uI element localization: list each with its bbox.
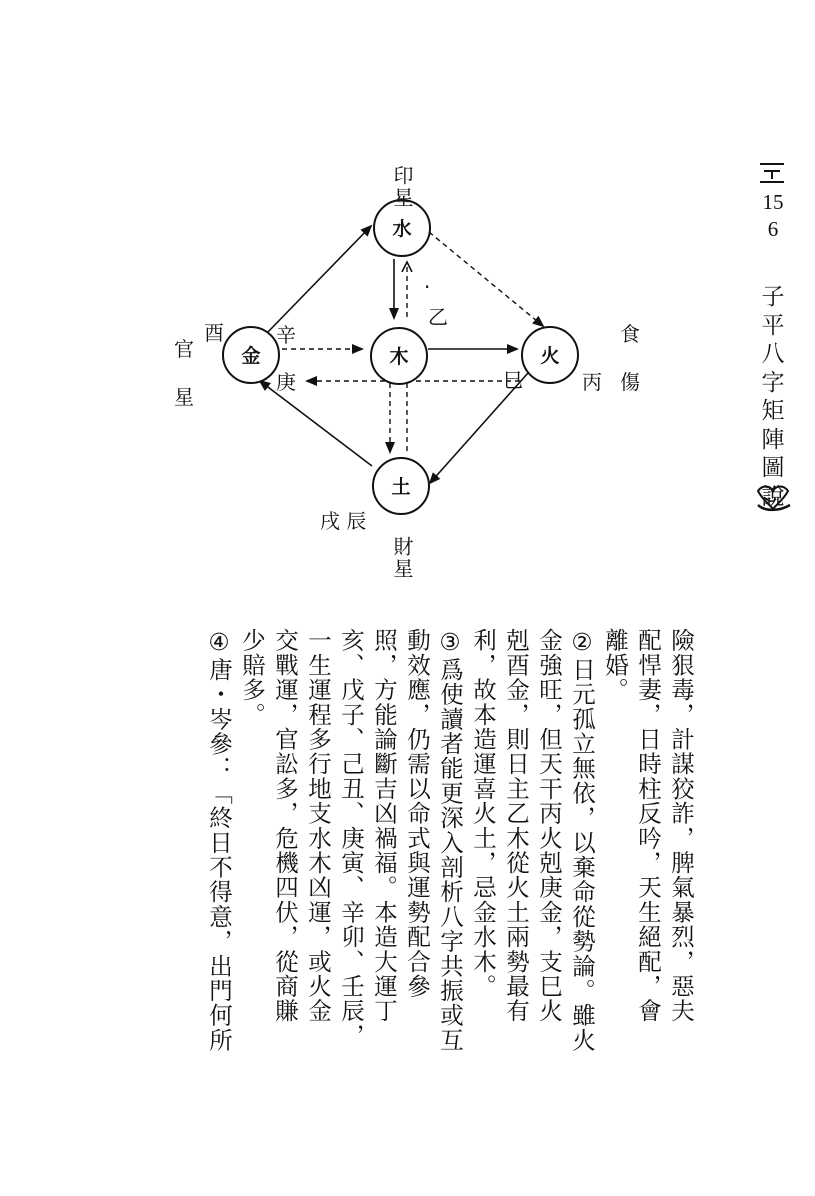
label-official-star-2: 星 xyxy=(174,385,194,409)
label-xu-chen: 戌 辰 xyxy=(320,509,367,533)
svg-text:木: 木 xyxy=(389,346,409,368)
text-column: ③爲使讀者能更深入剖析八字共振或互 xyxy=(436,628,464,1053)
text-column: 險狠毒，計謀狡詐，脾氣暴烈，惡夫 xyxy=(667,628,695,1024)
label-yi: 乙 xyxy=(428,305,448,329)
node-wood xyxy=(371,328,427,384)
label-si: 巳 xyxy=(503,368,523,392)
node-fire xyxy=(522,327,578,383)
text-column: 剋酉金，則日主乙木從火土兩勢最有 xyxy=(502,628,530,1024)
book-title: 子平八字矩陣圖說 xyxy=(761,284,785,510)
text-column: 亥、戊子、己丑、庚寅、辛卯、壬辰， xyxy=(337,628,365,1048)
arrow-metal-to-water xyxy=(266,226,371,334)
label-bing: 丙 xyxy=(582,370,602,394)
svg-text:土: 土 xyxy=(391,476,411,498)
text-column: 利，故本造運喜火土，忌金水木。 xyxy=(469,628,497,999)
node-earth xyxy=(373,458,429,514)
label-shi-shang-2: 傷 xyxy=(620,370,640,394)
svg-text:金: 金 xyxy=(241,345,261,367)
label-yin-star: 印星 xyxy=(390,165,414,209)
label-wealth-star: 財星 xyxy=(390,536,414,580)
label-geng: 庚 xyxy=(276,370,296,394)
text-column: ②日元孤立無依，以棄命從勢論。雖火 xyxy=(568,628,596,1053)
svg-text:水: 水 xyxy=(392,218,412,240)
text-column: ④唐・岑參：「終日不得意，出門何所 xyxy=(205,628,233,1053)
text-column: 離婚。 xyxy=(601,628,629,703)
label-official-star-1: 官 xyxy=(174,337,194,361)
label-shi-shang-1: 食 xyxy=(620,322,640,346)
text-column: 照，方能論斷吉凶禍福。本造大運丁 xyxy=(370,628,398,1024)
label-you: 酉 xyxy=(204,321,224,345)
text-column: 少賠多。 xyxy=(238,628,266,727)
text-column: 一生運程多行地支水木凶運，或火金 xyxy=(304,628,332,1024)
text-column: 配悍妻，日時柱反吟，天生絕配，會 xyxy=(634,628,662,1024)
text-column: 動效應，仍需以命式與運勢配合參 xyxy=(403,628,431,999)
text-column: 金強旺，但天干丙火剋庚金，支巳火 xyxy=(535,628,563,1024)
body-text xyxy=(202,628,697,1148)
label-xin: 辛 xyxy=(276,323,296,347)
page-number: 156 xyxy=(762,190,784,241)
svg-text:火: 火 xyxy=(540,345,560,367)
node-metal xyxy=(223,327,279,383)
text-column: 交戰運，官訟多，危機四伏，從商賺 xyxy=(271,628,299,1024)
label-yi-dot: · xyxy=(424,275,431,299)
